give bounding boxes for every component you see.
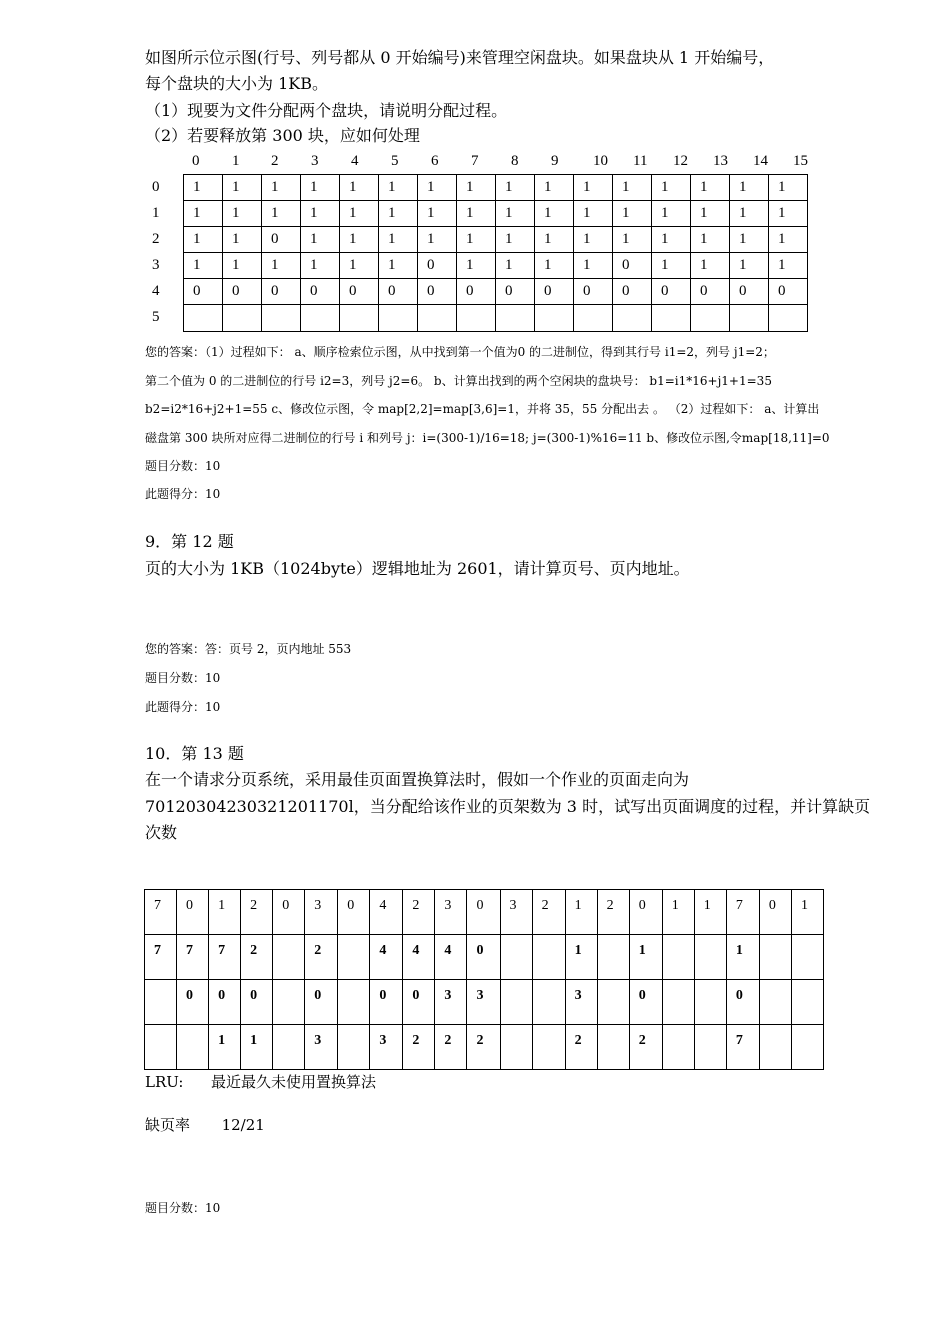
- bitmap-column-header: 3: [311, 153, 319, 169]
- frame-cell: 3: [305, 1025, 338, 1070]
- frame-cell: [273, 980, 305, 1025]
- bitmap-cell: [457, 305, 496, 332]
- reference-cell: 1: [209, 890, 241, 935]
- bitmap-cell: [418, 305, 457, 332]
- bitmap-cell: 1: [691, 253, 730, 279]
- reference-cell: 3: [305, 890, 338, 935]
- bitmap-cell: [301, 305, 340, 332]
- bitmap-cell: 1: [457, 253, 496, 279]
- bitmap-cell: 1: [301, 227, 340, 253]
- frame-cell: [145, 980, 177, 1025]
- bitmap-cell: 0: [457, 279, 496, 305]
- reference-cell: 7: [145, 890, 177, 935]
- bitmap-column-header: 7: [471, 153, 479, 169]
- frame-row: [145, 980, 824, 1025]
- bitmap-row-header: 0: [152, 179, 160, 195]
- bitmap-cell: 1: [184, 175, 223, 201]
- reference-cell: 1: [791, 890, 823, 935]
- bitmap-table: [183, 174, 808, 332]
- q13-line2: 70120304230321201170l，当分配给该作业的页架数为 3 时，试写出页面调度的过程，并计算缺页: [145, 797, 871, 816]
- bitmap-cell: 0: [769, 279, 808, 305]
- frame-cell: 2: [305, 935, 338, 980]
- frame-cell: [532, 1025, 565, 1070]
- bitmap-cell: 0: [652, 279, 691, 305]
- frame-cell: 1: [241, 1025, 273, 1070]
- reference-cell: 0: [629, 890, 662, 935]
- bitmap-cell: 1: [340, 253, 379, 279]
- lru-line: [145, 1071, 376, 1093]
- frame-cell: [500, 980, 532, 1025]
- frame-cell: [273, 1025, 305, 1070]
- frame-row: [145, 1025, 824, 1070]
- bitmap-column-header: 15: [793, 153, 808, 169]
- bitmap-cell: 0: [613, 253, 652, 279]
- frame-cell: 2: [629, 1025, 662, 1070]
- frame-cell: 0: [467, 935, 500, 980]
- frame-cell: 0: [403, 980, 435, 1025]
- bitmap-cell: 1: [613, 201, 652, 227]
- bitmap-cell: [730, 305, 769, 332]
- frame-cell: [500, 1025, 532, 1070]
- bitmap-cell: 0: [301, 279, 340, 305]
- frame-cell: [759, 1025, 791, 1070]
- bitmap-cell: 1: [496, 227, 535, 253]
- bitmap-column-header: 11: [633, 153, 648, 169]
- bitmap-column-header: 13: [713, 153, 728, 169]
- frame-cell: [662, 980, 694, 1025]
- q8-answer-line1: 您的答案：（1）过程如下： a、顺序检索位示图，从中找到第一个值为0 的二进制位，得到其行号 i1=2，列号 j1=2；: [145, 345, 775, 359]
- frame-cell: [791, 935, 823, 980]
- frame-cell: 7: [177, 935, 209, 980]
- bitmap-cell: 1: [262, 253, 301, 279]
- bitmap-column-header: 0: [192, 153, 200, 169]
- frame-cell: 0: [177, 980, 209, 1025]
- frame-cell: 0: [305, 980, 338, 1025]
- bitmap-column-header: 14: [753, 153, 768, 169]
- bitmap-cell: 1: [223, 227, 262, 253]
- frame-cell: 2: [241, 935, 273, 980]
- frame-cell: 1: [565, 935, 597, 980]
- frame-cell: [532, 935, 565, 980]
- bitmap-row: [184, 305, 808, 332]
- lru-label: LRU:: [145, 1073, 184, 1091]
- fault-rate-line: [145, 1114, 265, 1136]
- bitmap-cell: 1: [496, 175, 535, 201]
- reference-cell: 2: [597, 890, 629, 935]
- bitmap-column-header: 1: [232, 153, 240, 169]
- frame-cell: [759, 935, 791, 980]
- bitmap-column-header: 10: [593, 153, 608, 169]
- bitmap-cell: 0: [418, 279, 457, 305]
- bitmap-cell: 1: [457, 227, 496, 253]
- bitmap-cell: 1: [769, 201, 808, 227]
- bitmap-cell: 1: [769, 175, 808, 201]
- frame-cell: [662, 1025, 694, 1070]
- bitmap-cell: 0: [535, 279, 574, 305]
- frame-cell: 3: [435, 980, 467, 1025]
- frame-cell: [597, 980, 629, 1025]
- q8-score-got: 此题得分：10: [145, 487, 221, 501]
- frame-cell: 0: [209, 980, 241, 1025]
- bitmap-cell: 1: [418, 227, 457, 253]
- bitmap-cell: 1: [730, 175, 769, 201]
- bitmap-cell: 0: [730, 279, 769, 305]
- reference-cell: 2: [532, 890, 565, 935]
- q12-answer: 您的答案：答：页号 2，页内地址 553: [145, 642, 352, 656]
- bitmap-cell: 1: [769, 227, 808, 253]
- bitmap-cell: 1: [691, 201, 730, 227]
- frame-cell: 7: [145, 935, 177, 980]
- bitmap-cell: [184, 305, 223, 332]
- frame-cell: 2: [565, 1025, 597, 1070]
- bitmap-cell: 1: [691, 227, 730, 253]
- bitmap-cell: 0: [613, 279, 652, 305]
- frame-cell: 4: [435, 935, 467, 980]
- frame-cell: 2: [435, 1025, 467, 1070]
- q8-part2: （2）若要释放第 300 块，应如何处理: [145, 126, 420, 145]
- frame-cell: 0: [726, 980, 759, 1025]
- q8-answer-line4: 磁盘第 300 块所对应得二进制位的行号 i 和列号 j：i=(300-1)/16=18; j=(300-1)%16=11 b、修改位示图,令map[18,11]=0: [145, 431, 830, 445]
- frame-row: [145, 935, 824, 980]
- bitmap-cell: [535, 305, 574, 332]
- reference-cell: 2: [241, 890, 273, 935]
- frame-cell: 3: [467, 980, 500, 1025]
- bitmap-cell: 1: [613, 175, 652, 201]
- bitmap-cell: [496, 305, 535, 332]
- bitmap-row-header: 1: [152, 205, 160, 221]
- bitmap-cell: 1: [379, 253, 418, 279]
- q8-answer-line2: 第二个值为 0 的二进制位的行号 i2=3，列号 j2=6。 b、计算出找到的两个空闲块的盘块号： b1=i1*16+j1+1=35: [145, 374, 772, 388]
- reference-string-row: [145, 890, 824, 935]
- bitmap-cell: 1: [574, 175, 613, 201]
- bitmap-cell: 1: [223, 175, 262, 201]
- bitmap-cell: 0: [496, 279, 535, 305]
- bitmap-cell: 1: [379, 201, 418, 227]
- bitmap-cell: 1: [652, 175, 691, 201]
- frame-cell: 3: [370, 1025, 403, 1070]
- bitmap-cell: 1: [340, 201, 379, 227]
- bitmap-cell: 1: [457, 201, 496, 227]
- reference-cell: 3: [435, 890, 467, 935]
- bitmap-cell: 0: [574, 279, 613, 305]
- bitmap-column-header: 9: [551, 153, 559, 169]
- bitmap-cell: 1: [223, 253, 262, 279]
- frame-cell: 7: [726, 1025, 759, 1070]
- reference-cell: 0: [467, 890, 500, 935]
- bitmap-column-header: 8: [511, 153, 519, 169]
- frame-cell: 0: [629, 980, 662, 1025]
- bitmap-row: [184, 279, 808, 305]
- bitmap-row-header: 3: [152, 257, 160, 273]
- bitmap-cell: 1: [184, 227, 223, 253]
- bitmap-cell: 1: [652, 227, 691, 253]
- fault-rate-label: 缺页率: [145, 1116, 191, 1134]
- q12-heading: 9．第 12 题: [145, 532, 234, 551]
- frame-cell: [500, 935, 532, 980]
- bitmap-cell: 1: [535, 253, 574, 279]
- bitmap-cell: 1: [379, 227, 418, 253]
- frame-cell: 1: [629, 935, 662, 980]
- q8-answer-line3: b2=i2*16+j2+1=55 c、修改位示图，令 map[2,2]=map[3,6]=1，并将 35，55 分配出去 。 （2）过程如下： a、计算出: [145, 402, 820, 416]
- frame-cell: [338, 1025, 370, 1070]
- bitmap-cell: 1: [301, 175, 340, 201]
- frame-cell: [338, 935, 370, 980]
- bitmap-cell: 1: [340, 227, 379, 253]
- page-replacement-table: [144, 889, 824, 1070]
- frame-cell: [532, 980, 565, 1025]
- bitmap-cell: [574, 305, 613, 332]
- bitmap-row-header: 2: [152, 231, 160, 247]
- frame-cell: 0: [241, 980, 273, 1025]
- bitmap-column-header: 6: [431, 153, 439, 169]
- bitmap-cell: 1: [574, 201, 613, 227]
- frame-cell: [694, 980, 726, 1025]
- reference-cell: 2: [403, 890, 435, 935]
- reference-cell: 7: [726, 890, 759, 935]
- bitmap-cell: 1: [184, 201, 223, 227]
- frame-cell: 3: [565, 980, 597, 1025]
- frame-cell: [338, 980, 370, 1025]
- bitmap-cell: [613, 305, 652, 332]
- bitmap-cell: 1: [301, 253, 340, 279]
- frame-cell: [694, 935, 726, 980]
- bitmap-column-header: 2: [271, 153, 279, 169]
- bitmap-cell: 1: [691, 175, 730, 201]
- bitmap-cell: 1: [418, 175, 457, 201]
- frame-cell: [177, 1025, 209, 1070]
- bitmap-cell: 1: [184, 253, 223, 279]
- reference-cell: 4: [370, 890, 403, 935]
- reference-cell: 0: [338, 890, 370, 935]
- q13-heading: 10．第 13 题: [145, 744, 244, 763]
- bitmap-cell: 1: [574, 253, 613, 279]
- bitmap-cell: 1: [223, 201, 262, 227]
- bitmap-cell: 1: [652, 253, 691, 279]
- bitmap-cell: 1: [262, 201, 301, 227]
- bitmap-cell: 1: [652, 201, 691, 227]
- fault-rate-value: 12/21: [221, 1116, 265, 1134]
- bitmap-cell: 0: [184, 279, 223, 305]
- bitmap-row-header: 5: [152, 309, 160, 325]
- frame-cell: [791, 980, 823, 1025]
- bitmap-cell: 1: [340, 175, 379, 201]
- bitmap-cell: 1: [730, 227, 769, 253]
- frame-cell: [694, 1025, 726, 1070]
- bitmap-cell: 1: [496, 201, 535, 227]
- q8-intro-line1: 如图所示位示图(行号、列号都从 0 开始编号)来管理空闲盘块。如果盘块从 1 开始编号，: [145, 48, 775, 67]
- frame-cell: [597, 1025, 629, 1070]
- q8-part1: （1）现要为文件分配两个盘块，请说明分配过程。: [145, 101, 508, 120]
- frame-cell: [145, 1025, 177, 1070]
- bitmap-cell: [691, 305, 730, 332]
- bitmap-column-header: 12: [673, 153, 688, 169]
- q8-intro-line2: 每个盘块的大小为 1KB。: [145, 74, 328, 93]
- bitmap-cell: [223, 305, 262, 332]
- frame-cell: 4: [370, 935, 403, 980]
- frame-cell: [759, 980, 791, 1025]
- bitmap-row: [184, 253, 808, 279]
- frame-cell: 2: [467, 1025, 500, 1070]
- bitmap-cell: 0: [262, 279, 301, 305]
- bitmap-cell: 0: [262, 227, 301, 253]
- reference-cell: 0: [759, 890, 791, 935]
- bitmap-row: [184, 227, 808, 253]
- bitmap-cell: 1: [574, 227, 613, 253]
- reference-cell: 1: [662, 890, 694, 935]
- bitmap-cell: 0: [691, 279, 730, 305]
- bitmap-cell: 1: [262, 175, 301, 201]
- bitmap-cell: 1: [418, 201, 457, 227]
- bitmap-cell: 1: [769, 253, 808, 279]
- q8-score-total: 题目分数：10: [145, 459, 221, 473]
- frame-cell: 4: [403, 935, 435, 980]
- reference-cell: 1: [565, 890, 597, 935]
- frame-cell: 7: [209, 935, 241, 980]
- frame-cell: [662, 935, 694, 980]
- bitmap-column-header: 4: [351, 153, 359, 169]
- frame-cell: [597, 935, 629, 980]
- bitmap-cell: 1: [457, 175, 496, 201]
- lru-text: 最近最久未使用置换算法: [210, 1073, 376, 1091]
- bitmap-row: [184, 201, 808, 227]
- bitmap-cell: 0: [379, 279, 418, 305]
- bitmap-cell: 1: [535, 201, 574, 227]
- bitmap-cell: 1: [301, 201, 340, 227]
- bitmap-cell: 1: [613, 227, 652, 253]
- bitmap-cell: [379, 305, 418, 332]
- bitmap-cell: 1: [535, 175, 574, 201]
- q13-score-total: 题目分数：10: [145, 1201, 221, 1215]
- bitmap-column-header: 5: [391, 153, 399, 169]
- bitmap-row: [184, 175, 808, 201]
- bitmap-cell: [340, 305, 379, 332]
- frame-cell: [273, 935, 305, 980]
- frame-cell: [791, 1025, 823, 1070]
- frame-cell: 2: [403, 1025, 435, 1070]
- bitmap-cell: [262, 305, 301, 332]
- bitmap-cell: 1: [535, 227, 574, 253]
- bitmap-cell: 0: [223, 279, 262, 305]
- q12-score-got: 此题得分：10: [145, 700, 221, 714]
- q13-line3: 次数: [145, 823, 178, 842]
- frame-cell: 1: [209, 1025, 241, 1070]
- q12-question: 页的大小为 1KB（1024byte）逻辑地址为 2601，请计算页号、页内地址。: [145, 559, 690, 578]
- reference-cell: 3: [500, 890, 532, 935]
- bitmap-cell: 0: [418, 253, 457, 279]
- reference-cell: 0: [177, 890, 209, 935]
- frame-cell: 1: [726, 935, 759, 980]
- bitmap-cell: 0: [340, 279, 379, 305]
- bitmap-row-header: 4: [152, 283, 160, 299]
- bitmap-cell: [769, 305, 808, 332]
- bitmap-cell: [652, 305, 691, 332]
- bitmap-cell: 1: [730, 253, 769, 279]
- q12-score-total: 题目分数：10: [145, 671, 221, 685]
- bitmap-cell: 1: [730, 201, 769, 227]
- bitmap-cell: 1: [379, 175, 418, 201]
- reference-cell: 1: [694, 890, 726, 935]
- q13-line1: 在一个请求分页系统，采用最佳页面置换算法时，假如一个作业的页面走向为: [145, 770, 690, 789]
- frame-cell: 0: [370, 980, 403, 1025]
- reference-cell: 0: [273, 890, 305, 935]
- bitmap-cell: 1: [496, 253, 535, 279]
